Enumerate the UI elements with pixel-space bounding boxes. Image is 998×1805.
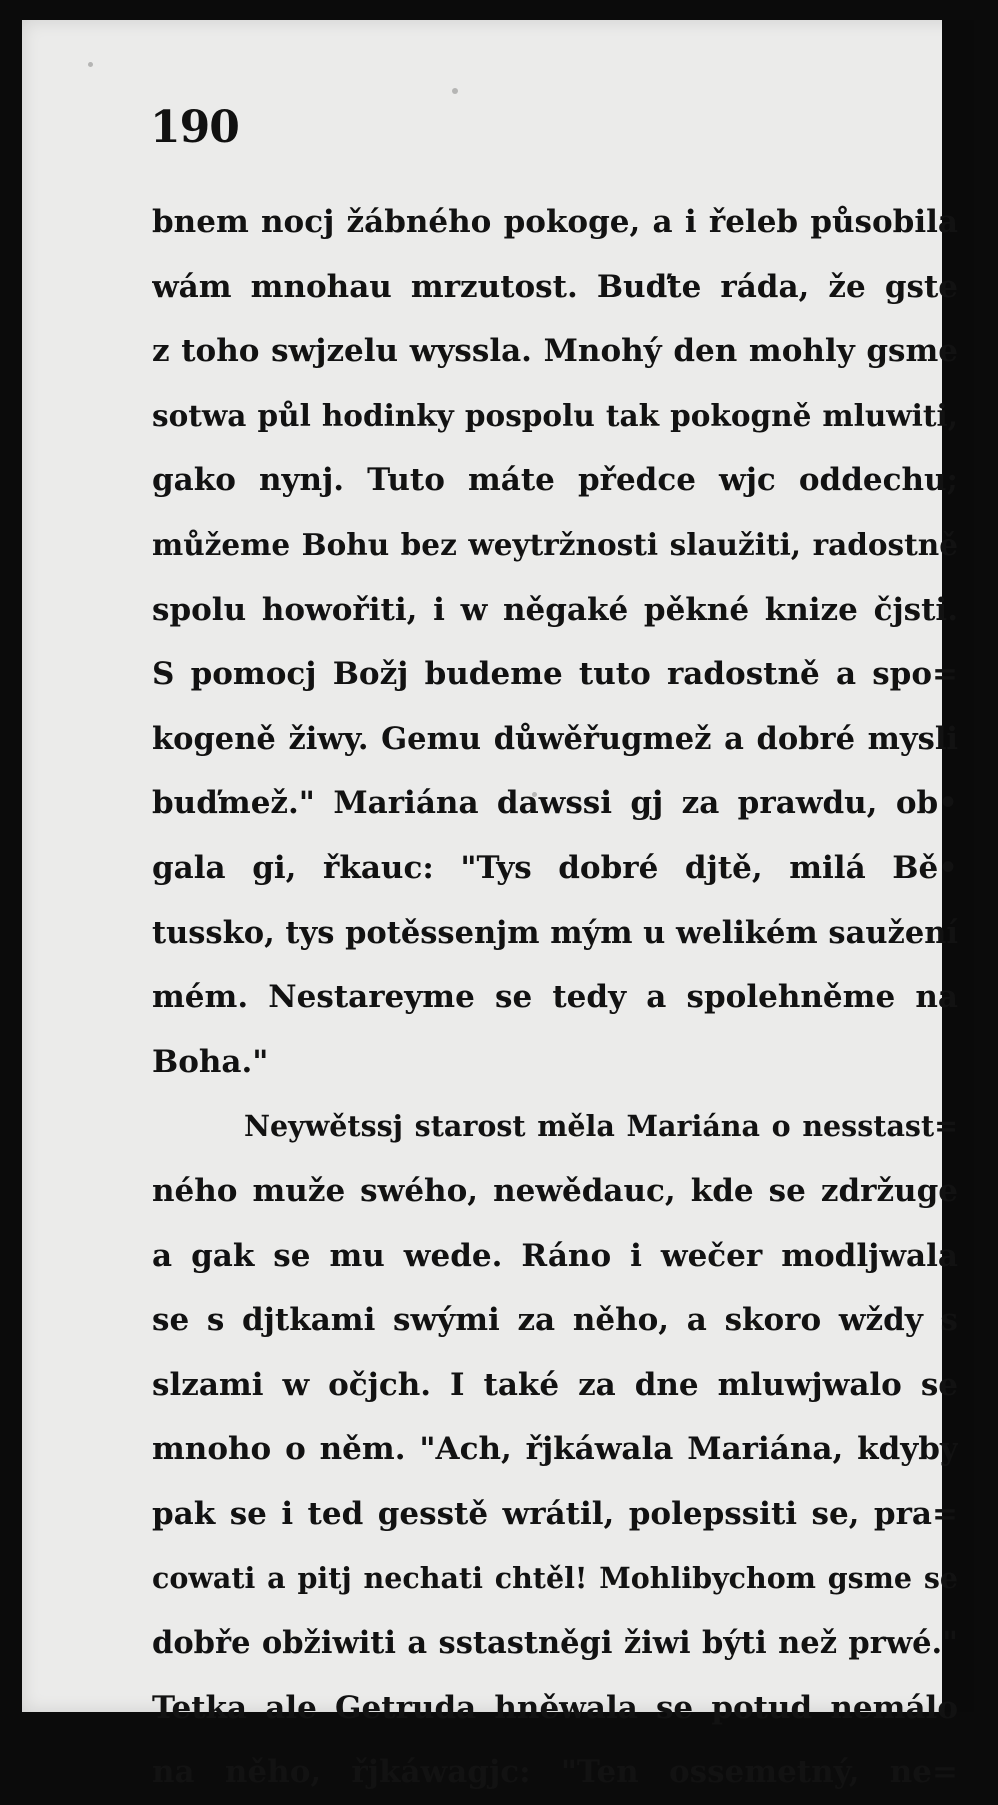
- text-line: pak se i ted gesstě wrátil, polepssiti se, pra=: [152, 1495, 958, 1532]
- text-line: sotwa půl hodinky pospolu tak pokogně mluwiti,: [152, 397, 958, 433]
- book-page: [22, 20, 974, 1791]
- text-line: gala gi, řkauc: "Tys dobré djtě, milá Bě•: [152, 849, 958, 886]
- ink-speck: [88, 62, 93, 67]
- text-line: slzami w očjch. I také za dne mluwjwalo se: [152, 1366, 958, 1403]
- text-line: na něho, řjkáwagjc: "Ten ossemetný, ne=: [152, 1754, 958, 1791]
- text-line: Tetka ale Getruda hněwala se potud nemálo: [152, 1689, 958, 1726]
- text-line: ného muže swého, newědauc, kde se zdržuge: [152, 1172, 958, 1209]
- text-line: S pomocj Božj budeme tuto radostně a spo=: [152, 656, 958, 693]
- text-line: bnem nocj žábného pokoge, a i řeleb působila: [152, 204, 958, 240]
- text-line: a gak se mu wede. Ráno i wečer modljwala: [152, 1237, 958, 1274]
- text-line: kogeně žiwy. Gemu důwěřugmež a dobré mysli: [152, 720, 958, 757]
- text-line: mém. Nestareyme se tedy a spolehněme na: [152, 979, 958, 1016]
- text-line: spolu howořiti, i w něgaké pěkné knize čjsti.: [152, 591, 958, 628]
- ink-speck: [452, 88, 458, 94]
- text-line: z toho swjzelu wyssla. Mnohý den mohly gsme: [152, 333, 958, 370]
- text-line: Boha.": [152, 1043, 269, 1080]
- text-line: cowati a pitj nechati chtěl! Mohlibychom gsme se: [152, 1561, 958, 1596]
- text-line: buďmež." Mariána dawssi gj za prawdu, ob•: [152, 785, 958, 822]
- text-line: mnoho o něm. "Ach, řjkáwala Mariána, kdyby: [152, 1431, 958, 1468]
- text-line: dobře obžiwiti a sstastněgi žiwi býti než prwé.": [152, 1625, 958, 1662]
- body-text: [152, 190, 958, 1805]
- text-line: můžeme Bohu bez weytržnosti slaužiti, radostně: [152, 526, 958, 562]
- text-line: Neywětssj starost měla Mariána o nesstast=: [244, 1109, 958, 1144]
- text-line: tussko, tys potěssenjm mým u welikém saužení: [152, 914, 958, 951]
- page-number: 190: [150, 102, 239, 153]
- text-line: gako nynj. Tuto máte předce wjc oddechu;: [152, 462, 958, 499]
- text-line: se s djtkami swými za něho, a skoro wždy s: [152, 1302, 958, 1339]
- text-line: wám mnohau mrzutost. Buďte ráda, že gste: [152, 268, 958, 305]
